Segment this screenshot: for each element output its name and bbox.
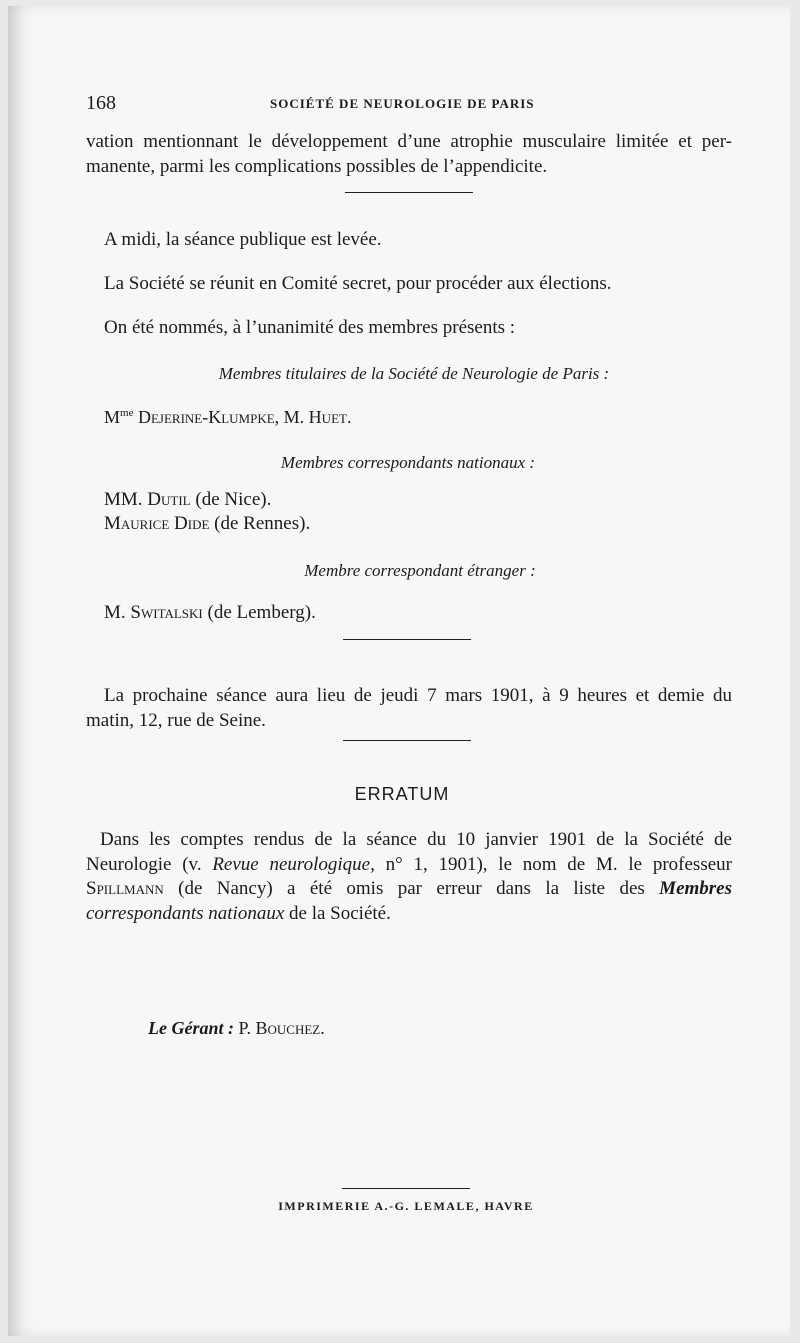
signature-label: Le Gérant : bbox=[148, 1018, 234, 1038]
nationaux-prefix: MM. bbox=[104, 489, 148, 510]
etranger-heading: Membre correspondant étranger : bbox=[304, 561, 536, 580]
running-title: SOCIÉTÉ DE NEUROLOGIE DE PARIS bbox=[270, 96, 535, 111]
titulaires-heading: Membres titulaires de la Société de Neurologie de Paris : bbox=[218, 364, 610, 383]
signature-initial: P. bbox=[233, 1018, 256, 1038]
etranger-place: (de Lemberg). bbox=[202, 602, 316, 623]
etranger-prefix: M. bbox=[104, 602, 131, 623]
titulaires-member-names: Dejerine-Klumpke, M. Huet. bbox=[137, 407, 352, 427]
next-session-paragraph bbox=[86, 683, 732, 733]
erratum-line-3 bbox=[86, 877, 732, 902]
etranger-line bbox=[104, 602, 316, 624]
session-close-text: A midi, la séance publique est levée. bbox=[104, 229, 382, 250]
titulaires-names bbox=[104, 407, 351, 428]
section-divider-2 bbox=[343, 639, 471, 640]
erratum-line-2b: n° 1, 1901), le nom de M. le professeur bbox=[374, 853, 732, 875]
book-page bbox=[8, 6, 790, 1336]
opening-paragraph bbox=[86, 129, 732, 179]
erratum-line-3a: (de Nancy) a été omis par erreur dans la liste des bbox=[163, 878, 660, 899]
signature-name: Bouchez. bbox=[255, 1018, 325, 1038]
erratum-title: ERRATUM bbox=[354, 784, 450, 804]
erratum-correspondants: correspondants nationaux bbox=[86, 902, 285, 924]
titulaires-prefix-sup: me bbox=[120, 407, 134, 419]
erratum-line-2a: Neurologie (v. bbox=[86, 853, 213, 875]
nationaux-line-1 bbox=[104, 489, 271, 511]
imprint-divider bbox=[342, 1188, 470, 1189]
opening-line-2: manente, parmi les complications possibles de l’appendicite. bbox=[86, 156, 548, 177]
titulaires-prefix: M bbox=[104, 407, 121, 427]
erratum-paragraph bbox=[86, 828, 732, 926]
erratum-line-2 bbox=[86, 853, 732, 878]
erratum-line-4a: de la Société. bbox=[284, 902, 391, 924]
erratum-membres: Membres bbox=[659, 878, 732, 899]
nationaux-place-2: (de Rennes). bbox=[209, 513, 311, 534]
secret-committee-text: La Société se réunit en Comité secret, pour procéder aux élections. bbox=[104, 273, 612, 294]
erratum-line-1: Dans les comptes rendus de la séance du 10 janvier 1901 de la Société de bbox=[100, 829, 732, 850]
etranger-name: Switalski bbox=[130, 602, 203, 623]
nationaux-name-2: Maurice Dide bbox=[104, 513, 210, 534]
opening-line-1: vation mentionnant le développement d’une atrophie musculaire limitée et per- bbox=[86, 131, 732, 152]
nationaux-line-2 bbox=[104, 513, 310, 535]
next-session-line-2: matin, 12, rue de Seine. bbox=[86, 710, 266, 731]
nationaux-place-1: (de Nice). bbox=[190, 489, 272, 510]
imprint: IMPRIMERIE A.-G. LEMALE, HAVRE bbox=[278, 1199, 534, 1213]
next-session-line-1: La prochaine séance aura lieu de jeudi 7 mars 1901, à 9 heures et demie du bbox=[104, 685, 732, 706]
section-divider-1 bbox=[345, 192, 473, 193]
erratum-journal: Revue neurologique, bbox=[212, 853, 375, 875]
erratum-line-4 bbox=[86, 903, 391, 924]
named-members-text: On été nommés, à l’unanimité des membres présents : bbox=[104, 317, 516, 338]
section-divider-3 bbox=[343, 740, 471, 741]
signature bbox=[148, 1018, 325, 1039]
nationaux-name-1: Dutil bbox=[147, 489, 191, 510]
erratum-name: Spillmann bbox=[86, 878, 164, 899]
nationaux-heading: Membres correspondants nationaux : bbox=[280, 453, 536, 472]
page-number: 168 bbox=[86, 92, 116, 114]
